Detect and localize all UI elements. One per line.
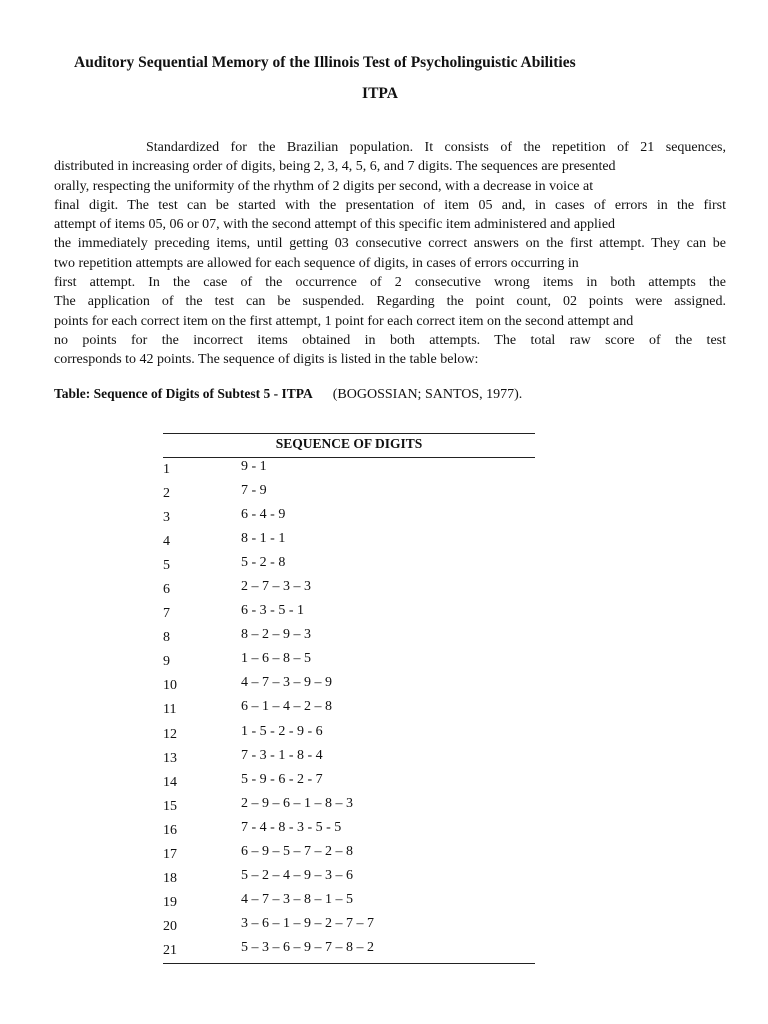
table-row <box>163 891 535 915</box>
row-number: 17 <box>163 846 177 862</box>
paragraph-line: orally, respecting the uniformity of the rhythm of 2 digits per second, with a decrease in voice at <box>54 178 594 194</box>
row-number: 13 <box>163 750 177 766</box>
table-row <box>163 819 535 843</box>
row-sequence: 4 – 7 – 3 – 8 – 1 – 5 <box>241 891 353 907</box>
row-sequence: 9 - 1 <box>241 459 267 474</box>
paragraph-line: no points for the incorrect items obtained in both attempts. The total raw score of the test <box>54 332 726 348</box>
row-sequence: 7 - 4 - 8 - 3 - 5 - 5 <box>241 819 342 835</box>
row-number: 20 <box>163 918 177 934</box>
table-row <box>163 698 535 722</box>
table-caption <box>54 386 522 403</box>
row-sequence: 4 – 7 – 3 – 9 – 9 <box>241 675 332 691</box>
row-sequence: 5 - 9 - 6 - 2 - 7 <box>241 771 323 787</box>
document-title: Auditory Sequential Memory of the Illinois Test of Psycholinguistic Abilities <box>74 54 576 71</box>
table-row <box>163 458 535 482</box>
paragraph-line: final digit. The test can be started with the presentation of item 05 and, in cases of errors in the first <box>54 197 726 213</box>
row-number: 4 <box>163 534 170 550</box>
row-number: 1 <box>163 462 170 477</box>
paragraph-line: the immediately preceding items, until getting 03 consecutive correct answers on the first attempt. They can be <box>54 236 726 252</box>
row-sequence: 2 – 7 – 3 – 3 <box>241 579 311 595</box>
row-sequence: 5 – 3 – 6 – 9 – 7 – 8 – 2 <box>241 939 374 955</box>
table-header: SEQUENCE OF DIGITS <box>163 434 535 458</box>
table-row <box>163 554 535 578</box>
description-paragraph <box>54 138 726 370</box>
row-number: 8 <box>163 630 170 646</box>
row-number: 16 <box>163 822 177 838</box>
paragraph-line: two repetition attempts are allowed for each sequence of digits, in cases of errors occurring in <box>54 255 579 271</box>
table-row <box>163 482 535 506</box>
row-number: 12 <box>163 726 177 742</box>
paragraph-line: attempt of items 05, 06 or 07, with the second attempt of this specific item administered and applied <box>54 217 616 233</box>
paragraph-line: Standardized for the Brazilian population. It consists of the repetition of 21 sequences, <box>146 140 726 155</box>
row-number: 7 <box>163 606 170 622</box>
table-row <box>163 602 535 626</box>
row-sequence: 6 - 3 - 5 - 1 <box>241 603 304 619</box>
paragraph-line: The application of the test can be suspended. Regarding the point count, 02 points were assigned. <box>54 294 726 310</box>
table-row <box>163 867 535 891</box>
row-number: 10 <box>163 678 177 694</box>
row-sequence: 1 – 6 – 8 – 5 <box>241 651 311 667</box>
row-number: 21 <box>163 942 177 958</box>
row-sequence: 7 - 3 - 1 - 8 - 4 <box>241 747 323 763</box>
table-row <box>163 530 535 554</box>
row-number: 15 <box>163 798 177 814</box>
table-caption-citation: (BOGOSSIAN; SANTOS, 1977). <box>332 387 523 402</box>
row-number: 14 <box>163 774 177 790</box>
table-row <box>163 915 535 939</box>
row-sequence: 6 – 9 – 5 – 7 – 2 – 8 <box>241 843 353 859</box>
row-number: 3 <box>163 510 170 526</box>
row-sequence: 5 - 2 - 8 <box>241 555 286 571</box>
table-row <box>163 674 535 698</box>
row-number: 11 <box>163 702 177 718</box>
table-row <box>163 723 535 747</box>
row-number: 9 <box>163 654 170 670</box>
row-sequence: 2 – 9 – 6 – 1 – 8 – 3 <box>241 795 353 811</box>
row-sequence: 8 – 2 – 9 – 3 <box>241 627 311 643</box>
row-sequence: 1 - 5 - 2 - 9 - 6 <box>241 723 323 739</box>
row-sequence: 5 – 2 – 4 – 9 – 3 – 6 <box>241 867 353 883</box>
table-row <box>163 795 535 819</box>
table-row <box>163 843 535 867</box>
table-row <box>163 771 535 795</box>
row-number: 2 <box>163 486 170 502</box>
table-row <box>163 578 535 602</box>
paragraph-line: points for each correct item on the first attempt, 1 point for each correct item on the second attempt and <box>54 313 634 329</box>
paragraph-line: first attempt. In the case of the occurrence of 2 consecutive wrong items in both attempts the <box>54 275 726 291</box>
row-sequence: 6 – 1 – 4 – 2 – 8 <box>241 699 332 715</box>
table-row <box>163 650 535 674</box>
document-subtitle: ITPA <box>362 85 398 102</box>
paragraph-line: distributed in increasing order of digits, being 2, 3, 4, 5, 6, and 7 digits. The sequences are presented <box>54 159 616 175</box>
digit-sequence-table <box>163 433 535 964</box>
row-sequence: 6 - 4 - 9 <box>241 507 286 523</box>
table-row <box>163 747 535 771</box>
row-sequence: 7 - 9 <box>241 483 267 499</box>
table-row <box>163 506 535 530</box>
row-number: 19 <box>163 894 177 910</box>
row-number: 6 <box>163 582 170 598</box>
row-sequence: 8 - 1 - 1 <box>241 531 286 547</box>
row-sequence: 3 – 6 – 1 – 9 – 2 – 7 – 7 <box>241 915 374 931</box>
row-number: 5 <box>163 558 170 574</box>
table-row <box>163 626 535 650</box>
table-row <box>163 939 535 963</box>
table-caption-title: Table: Sequence of Digits of Subtest 5 - ITPA <box>54 386 313 401</box>
paragraph-line: corresponds to 42 points. The sequence of digits is listed in the table below: <box>54 352 479 368</box>
row-number: 18 <box>163 870 177 886</box>
